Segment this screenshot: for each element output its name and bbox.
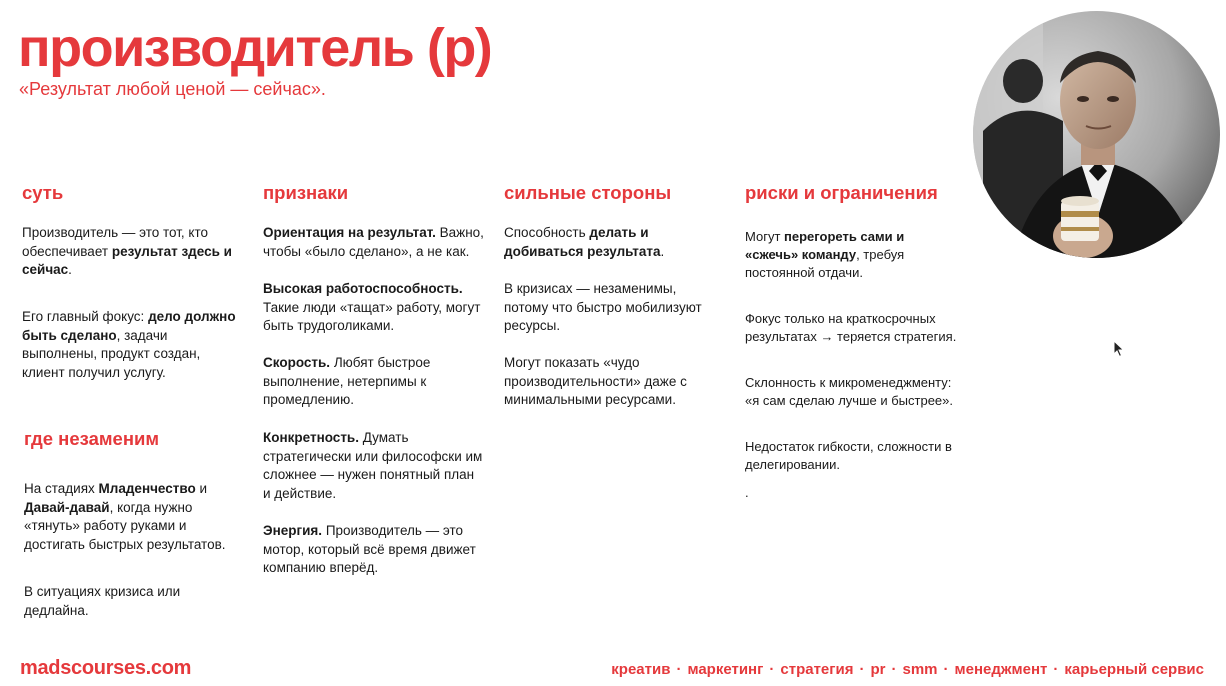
mouse-cursor-icon <box>1113 340 1125 358</box>
footer-nav-item[interactable]: менеджмент <box>954 661 1048 678</box>
nav-separator: · <box>769 661 775 678</box>
footer-nav <box>611 661 1204 678</box>
footer-nav-item[interactable]: стратегия <box>780 661 854 678</box>
risks-section <box>745 182 963 500</box>
risks-text-3: Склонность к микроменеджменту: «я сам сделаю лучше и быстрее». <box>745 375 953 408</box>
essence-text-1: Производитель — это тот, кто обеспечивает результат здесь и сейчас. <box>22 225 232 277</box>
strengths-section <box>504 182 722 407</box>
risks-text-4: Недостаток гибкости, сложности в делегировании. <box>745 439 952 472</box>
risks-heading: риски и ограничения <box>745 182 938 203</box>
page-title: производитель (p) <box>18 18 492 78</box>
essence-heading: суть <box>22 182 64 203</box>
nav-separator: · <box>891 661 897 678</box>
risks-text-1: Могут перегореть сами и «сжечь» команду, требуя постоянной отдачи. <box>745 229 905 280</box>
strengths-text-1: Способность делать и добиваться результата. <box>504 225 665 259</box>
strengths-text-3: Могут показать «чудо производительности» даже с минимальными ресурсами. <box>504 355 687 407</box>
risks-text-5: . <box>745 485 749 500</box>
irreplaceable-text-1: На стадиях Младенчество и Давай-давай, когда нужно «тянуть» работу руками и достигать быстрых результатов. <box>24 481 226 552</box>
essence-section <box>22 182 240 380</box>
signs-text-1: Ориентация на результат. Важно, чтобы «было сделано», а не как. <box>263 225 484 259</box>
signs-text-3: Скорость. Любят быстрое выполнение, нетерпимы к промедлению. <box>263 355 431 407</box>
signs-text-5: Энергия. Производитель — это мотор, который всё время движет компанию вперёд. <box>263 523 476 575</box>
irreplaceable-heading: где незаменим <box>24 428 160 449</box>
irreplaceable-text-2: В ситуациях кризиса или дедлайна. <box>24 584 181 618</box>
nav-separator: · <box>859 661 865 678</box>
footer-nav-item[interactable]: креатив <box>611 661 671 678</box>
page-subtitle: «Результат любой ценой — сейчас». <box>19 79 326 99</box>
footer-nav-item[interactable]: маркетинг <box>687 661 764 678</box>
nav-separator: · <box>676 661 682 678</box>
signs-text-2: Высокая работоспособность. Такие люди «тащат» работу, могут быть трудоголиками. <box>263 281 481 333</box>
footer-nav-item[interactable]: smm <box>902 661 938 678</box>
risks-text-2: Фокус только на краткосрочных результатах → теряется стратегия. <box>745 311 957 344</box>
footer-nav-item[interactable]: карьерный сервис <box>1064 661 1204 678</box>
signs-section <box>263 182 484 575</box>
nav-separator: · <box>1053 661 1059 678</box>
signs-heading: признаки <box>263 182 349 203</box>
portrait-photo-icon <box>973 11 1220 258</box>
strengths-text-2: В кризисах — незаменимы, потому что быстро мобилизуют ресурсы. <box>504 281 702 333</box>
signs-text-4: Конкретность. Думать стратегически или философски им сложнее — нужен понятный план и действие. <box>263 430 483 501</box>
nav-separator: · <box>943 661 949 678</box>
irreplaceable-section <box>24 428 242 618</box>
brand-logo[interactable]: madscourses.com <box>20 657 192 679</box>
strengths-heading: сильные стороны <box>504 182 672 203</box>
footer-nav-item[interactable]: pr <box>870 661 886 678</box>
essence-text-2: Его главный фокус: дело должно быть сделано, задачи выполнены, продукт создан, клиент получил услугу. <box>22 309 236 380</box>
